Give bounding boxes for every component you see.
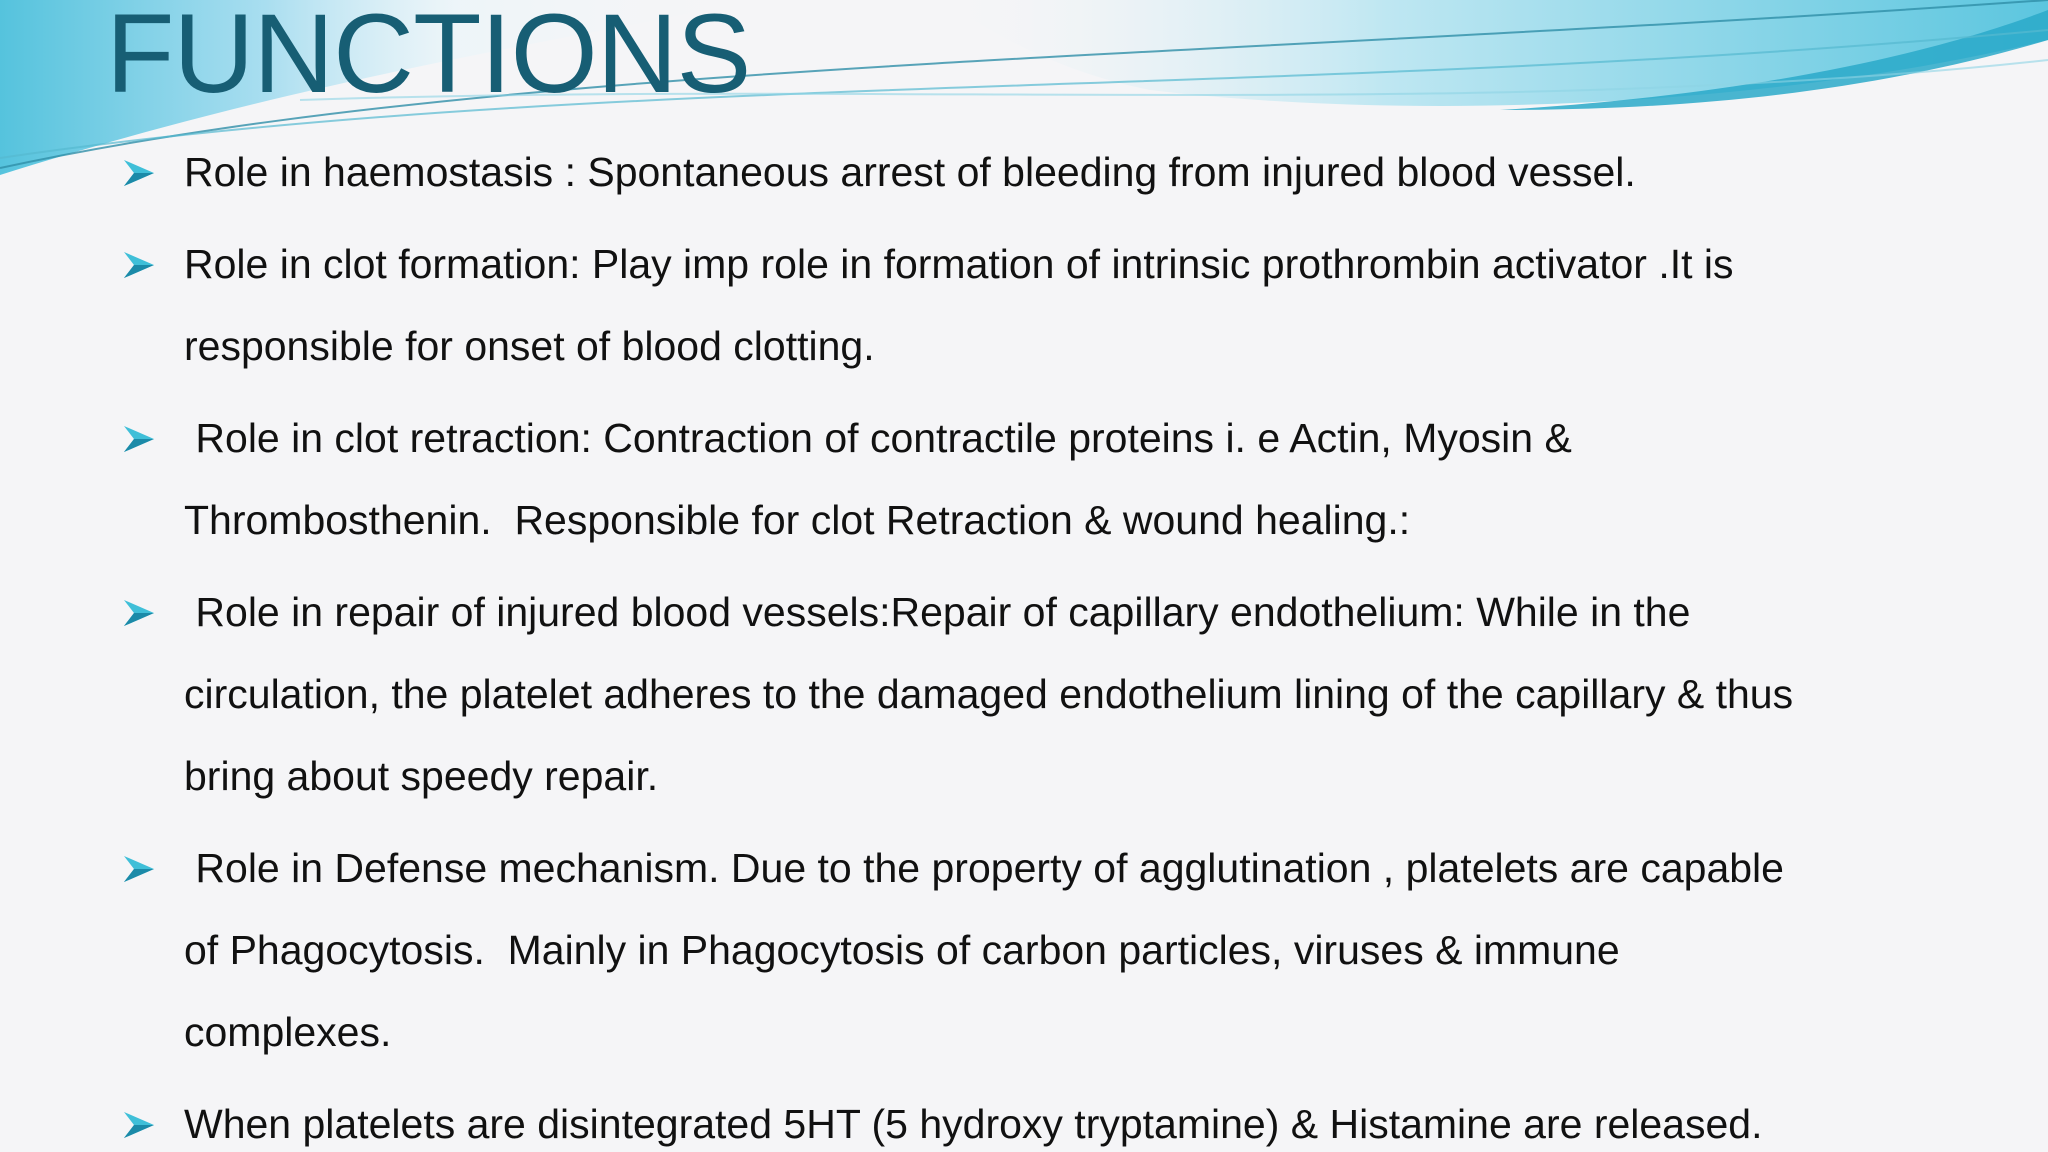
bullet-line: responsible for onset of blood clotting.	[184, 323, 875, 369]
bullet-text	[184, 571, 2014, 817]
arrow-bullet-icon	[122, 424, 156, 454]
arrow-bullet-icon	[122, 158, 156, 188]
bullet-text	[184, 827, 2014, 1073]
bullet-line: circulation, the platelet adheres to the damaged endothelium lining of the capillary & thus	[184, 671, 1794, 717]
bullet-text	[184, 1083, 2014, 1152]
bullet-text	[184, 223, 2014, 387]
bullet-line: Thrombosthenin. Responsible for clot Retraction & wound healing.:	[184, 497, 1411, 543]
bullet-text	[184, 131, 2014, 213]
bullet-text	[184, 397, 2014, 561]
bullet-line: bring about speedy repair.	[184, 753, 659, 799]
bullet-line: Role in repair of injured blood vessels:Repair of capillary endothelium: While in the	[184, 589, 1691, 635]
arrow-bullet-icon	[122, 250, 156, 280]
bullet-line: complexes.	[184, 1009, 392, 1055]
bullet-line: of Phagocytosis. Mainly in Phagocytosis of carbon particles, viruses & immune	[184, 927, 1620, 973]
slide-title: FUNCTIONS	[106, 0, 751, 116]
arrow-bullet-icon	[122, 1110, 156, 1140]
bullet-line: Role in haemostasis : Spontaneous arrest of bleeding from injured blood vessel.	[184, 149, 1636, 195]
bullet-line: Role in clot retraction: Contraction of contractile proteins i. e Actin, Myosin &	[184, 415, 1572, 461]
bullet-line: Role in clot formation: Play imp role in formation of intrinsic prothrombin activator .It is	[184, 241, 1734, 287]
bullet-line: Role in Defense mechanism. Due to the property of agglutination , platelets are capable	[184, 845, 1784, 891]
arrow-bullet-icon	[122, 598, 156, 628]
bullet-line: When platelets are disintegrated 5HT (5 hydroxy tryptamine) & Histamine are released.	[184, 1101, 1763, 1147]
arrow-bullet-icon	[122, 854, 156, 884]
